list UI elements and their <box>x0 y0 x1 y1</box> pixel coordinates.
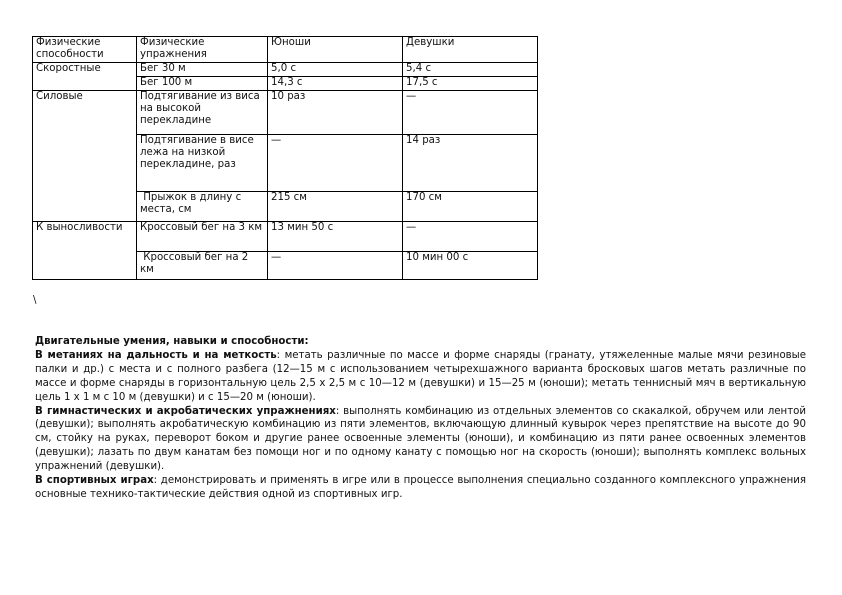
header-ability: Физические способности <box>33 37 137 63</box>
exercise-cell: Бег 30 м <box>137 63 268 77</box>
table-row <box>33 91 538 135</box>
girls-cell: 17,5 с <box>403 77 538 91</box>
table-row <box>33 222 538 252</box>
table-header-row <box>33 37 538 63</box>
throwing-text: : метать различные по массе и форме снаряды (гранату, утяжеленные малые мячи резиновые палки и др.) с места и с полного разбега (12—15 м с использованием четырехшажного варианта бросковых шагов метать различные по массе и форме снаряды в горизонтальную цель 2,5 х 2,5 м с 10—12 м (девушки) и 15—25 м (юноши); метать теннисный мяч в вертикальную цель 1 х 1 м с 10 м (девушки) и с 15—20 м (юноши). <box>35 349 806 403</box>
ability-cell: Силовые <box>33 91 137 222</box>
skills-section <box>35 335 806 502</box>
throwing-paragraph <box>35 349 806 405</box>
exercise-cell: Подтягивание из виса на высокой перекладине <box>137 91 268 135</box>
header-boys: Юноши <box>268 37 403 63</box>
skills-title: Двигательные умения, навыки и способности: <box>35 336 309 347</box>
exercise-cell: Кроссовый бег на 2 км <box>137 252 268 280</box>
girls-cell: — <box>403 222 538 252</box>
gym-paragraph <box>35 405 806 475</box>
table-row <box>33 63 538 77</box>
gym-label: В гимнастических и акробатических упражнениях <box>35 405 336 417</box>
gym-text: : выполнять комбинацию из отдельных элементов со скакалкой, обручем или лентой (девушки); выполнять акробатическую комбинацию из пяти элементов, включающую длинный кувырок через препятствие на высоте до 90 см, стойку на руках, переворот боком и другие ранее освоенные элементы (юноши), и комбинацию из пяти ранее освоенных элементов (девушки); лазать по двум канатам без помощи ног и по одному канату с помощью ног на скорость (юноши); выполнять комплекс вольных упражнений (девушки). <box>35 405 807 473</box>
girls-cell: 14 раз <box>403 135 538 192</box>
exercise-cell: Прыжок в длину с места, см <box>137 192 268 222</box>
boys-cell: 215 см <box>268 192 403 222</box>
throwing-label: В метаниях на дальность и на меткость <box>35 349 277 361</box>
skills-title-paragraph <box>35 335 806 349</box>
girls-cell: — <box>403 91 538 135</box>
boys-cell: — <box>268 252 403 280</box>
exercise-cell: Подтягивание в висе лежа на низкой перекладине, раз <box>137 135 268 192</box>
boys-cell: — <box>268 135 403 192</box>
games-label: В спортивных играх <box>35 475 154 487</box>
boys-cell: 10 раз <box>268 91 403 135</box>
ability-cell: К выносливости <box>33 222 137 280</box>
games-text: : демонстрировать и применять в игре или в процессе выполнения специально созданного комплексного упражнения основные технико-тактические действия одной из спортивных игр. <box>35 475 806 500</box>
exercise-cell: Кроссовый бег на 3 км <box>137 222 268 252</box>
games-paragraph <box>35 474 806 502</box>
girls-cell: 10 мин 00 с <box>403 252 538 280</box>
boys-cell: 14,3 с <box>268 77 403 91</box>
boys-cell: 13 мин 50 с <box>268 222 403 252</box>
boys-cell: 5,0 с <box>268 63 403 77</box>
stray-mark: \ <box>33 295 37 306</box>
girls-cell: 170 см <box>403 192 538 222</box>
ability-cell: Скоростные <box>33 63 137 91</box>
exercise-cell: Бег 100 м <box>137 77 268 91</box>
header-girls: Девушки <box>403 37 538 63</box>
header-exercise: Физические упражнения <box>137 37 268 63</box>
norms-table <box>32 36 538 280</box>
girls-cell: 5,4 с <box>403 63 538 77</box>
